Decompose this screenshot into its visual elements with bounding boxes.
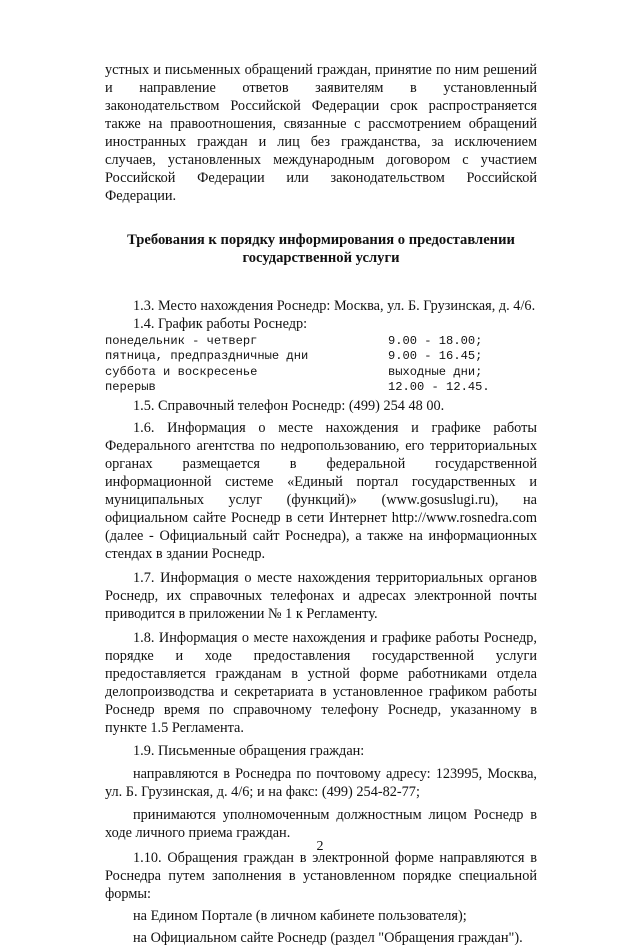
work-schedule: [105, 334, 537, 395]
information-paragraph-1-8: 1.8. Информация о месте нахождения и графике работы Роснедр, порядке и ходе предоставления государственной услуги предоставляется гражданам в устной форме работниками отдела делопроизводства и секретариата в установленное графиком работы Роснедр время по справочному телефону Роснедр, указанному в пункте 1.5 Регламента.: [105, 630, 537, 737]
page-number: 2: [316, 839, 324, 854]
written-requests-acceptance: принимаются уполномоченным должностным лицом Роснедр в ходе личного приема граждан.: [105, 807, 537, 842]
location-paragraph: 1.3. Место нахождения Роснедр: Москва, ул. Б. Грузинская, д. 4/6.: [133, 298, 536, 314]
phone-paragraph: 1.5. Справочный телефон Роснедр: (499) 254 48 00.: [133, 398, 445, 415]
opening-paragraph: устных и письменных обращений граждан, принятие по ним решений и направление ответов заявителям в установленный законодательством Российской Федерации срок распространяется также на правоотношения, связанные с рассмотрением обращений иностранных граждан и лиц без гражданства, за исключением случаев, установленных международным договором с участием Российской Федерации или законодательством Российской Федерации.: [105, 62, 537, 204]
section-heading: [105, 231, 537, 267]
information-paragraph-1-7: 1.7. Информация о месте нахождения территориальных органов Роснедр, их справочных телефонах и адресах электронной почты приводится в приложении № 1 к Регламенту.: [105, 570, 537, 623]
schedule-time-value: 12.00 - 12.45.: [388, 379, 490, 394]
section-heading-line-1: Требования к порядку информирования о предоставлении: [127, 232, 515, 248]
electronic-requests-title: 1.10. Обращения граждан в электронной форме направляются в Роснедра путем заполнения в установленном порядке специальной формы:: [105, 850, 537, 903]
schedule-title: 1.4. График работы Роснедр:: [133, 316, 308, 332]
schedule-day-label: пятница, предпраздничные дни: [105, 349, 309, 364]
written-requests-title: 1.9. Письменные обращения граждан:: [133, 743, 365, 760]
section-heading-line-2: государственной услуги: [242, 250, 400, 266]
schedule-time-value: 9.00 - 18.00;: [388, 334, 483, 348]
schedule-time-value: 9.00 - 16.45;: [388, 349, 483, 364]
schedule-row: [105, 349, 537, 364]
schedule-row: [105, 334, 537, 349]
document-body: [105, 61, 537, 947]
schedule-row: [105, 380, 537, 395]
electronic-requests-site: на Официальном сайте Роснедр (раздел "Обращения граждан").: [133, 930, 523, 947]
schedule-day-label: суббота и воскресенье: [105, 364, 258, 379]
schedule-day-label: перерыв: [105, 379, 156, 394]
written-requests-address: направляются в Роснедра по почтовому адресу: 123995, Москва, ул. Б. Грузинская, д. 4/6; и на факс: (499) 254-82-77;: [105, 766, 537, 801]
schedule-day-label: понедельник - четверг: [105, 334, 258, 348]
schedule-time-value: выходные дни;: [388, 364, 483, 379]
information-paragraph-1-6: 1.6. Информация о месте нахождения и графике работы Федерального агентства по недропользованию, его территориальных органах размещается в федеральной государственной информационной системе «Единый портал государственных и муниципальных услуг (функций)» (www.gosuslugi.ru), на официальном сайте Роснедр в сети Интернет http://www.rosnedra.com (далее - Официальный сайт Роснедра), а также на информационных стендах в здании Роснедр.: [105, 420, 537, 563]
electronic-requests-portal: на Едином Портале (в личном кабинете пользователя);: [133, 908, 467, 925]
schedule-row: [105, 365, 537, 380]
